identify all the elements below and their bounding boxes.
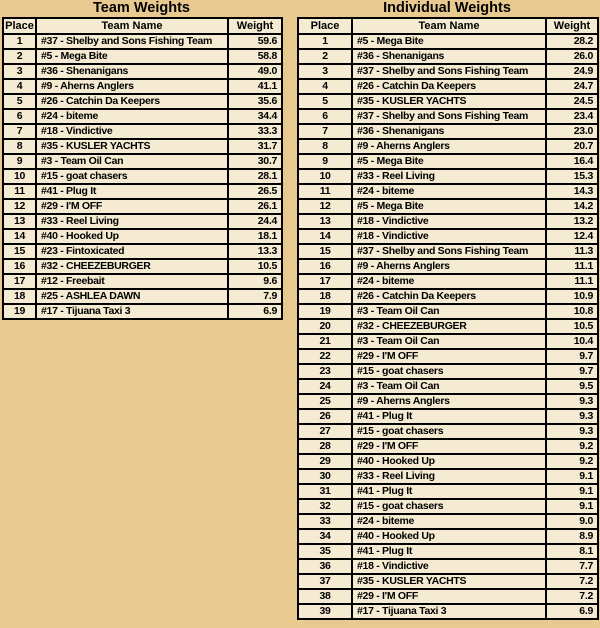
- weight-cell: 7.7: [546, 559, 598, 574]
- column-header-weight: Weight: [228, 18, 282, 34]
- weight-cell: 15.3: [546, 169, 598, 184]
- team-name-cell: #29 - I'M OFF: [36, 199, 228, 214]
- weight-cell: 14.3: [546, 184, 598, 199]
- team-name-cell: #37 - Shelby and Sons Fishing Team: [352, 64, 546, 79]
- place-cell: 37: [298, 574, 352, 589]
- table-row: [3, 229, 282, 244]
- table-row: [3, 274, 282, 289]
- table-row: [3, 139, 282, 154]
- place-cell: 5: [3, 94, 36, 109]
- team-name-cell: #35 - KUSLER YACHTS: [352, 94, 546, 109]
- place-cell: 16: [298, 259, 352, 274]
- table-row: [3, 94, 282, 109]
- place-cell: 9: [3, 154, 36, 169]
- place-cell: 32: [298, 499, 352, 514]
- place-cell: 5: [298, 94, 352, 109]
- table-row: [3, 184, 282, 199]
- header-row: [298, 18, 598, 34]
- team-name-cell: #5 - Mega Bite: [352, 154, 546, 169]
- table-row: [298, 349, 598, 364]
- weight-cell: 41.1: [228, 79, 282, 94]
- team-name-cell: #3 - Team Oil Can: [352, 304, 546, 319]
- table-row: [298, 514, 598, 529]
- team-name-cell: #40 - Hooked Up: [352, 454, 546, 469]
- table-row: [3, 49, 282, 64]
- table-row: [3, 199, 282, 214]
- table-row: [298, 394, 598, 409]
- column-header-place: Place: [3, 18, 36, 34]
- place-cell: 12: [3, 199, 36, 214]
- table-row: [3, 34, 282, 49]
- weight-cell: 8.9: [546, 529, 598, 544]
- table-row: [298, 49, 598, 64]
- table-row: [298, 229, 598, 244]
- weight-cell: 23.0: [546, 124, 598, 139]
- team-name-cell: #32 - CHEEZEBURGER: [352, 319, 546, 334]
- place-cell: 13: [3, 214, 36, 229]
- column-header-weight: Weight: [546, 18, 598, 34]
- table-row: [298, 574, 598, 589]
- table-row: [298, 364, 598, 379]
- place-cell: 17: [3, 274, 36, 289]
- table-row: [298, 124, 598, 139]
- team-name-cell: #3 - Team Oil Can: [36, 154, 228, 169]
- place-cell: 34: [298, 529, 352, 544]
- table-row: [3, 79, 282, 94]
- weight-cell: 14.2: [546, 199, 598, 214]
- weight-cell: 9.2: [546, 439, 598, 454]
- place-cell: 4: [3, 79, 36, 94]
- team-weights-table: [2, 17, 283, 320]
- place-cell: 11: [3, 184, 36, 199]
- place-cell: 33: [298, 514, 352, 529]
- team-name-cell: #37 - Shelby and Sons Fishing Team: [352, 109, 546, 124]
- weight-cell: 11.1: [546, 259, 598, 274]
- place-cell: 16: [3, 259, 36, 274]
- table-row: [298, 199, 598, 214]
- weight-cell: 7.9: [228, 289, 282, 304]
- weight-cell: 9.2: [546, 454, 598, 469]
- table-row: [3, 109, 282, 124]
- table-row: [3, 64, 282, 79]
- weight-cell: 49.0: [228, 64, 282, 79]
- weight-cell: 26.5: [228, 184, 282, 199]
- weight-cell: 10.5: [546, 319, 598, 334]
- weight-cell: 6.9: [546, 604, 598, 619]
- weight-cell: 9.3: [546, 424, 598, 439]
- weight-cell: 9.3: [546, 409, 598, 424]
- place-cell: 24: [298, 379, 352, 394]
- place-cell: 26: [298, 409, 352, 424]
- weight-cell: 28.1: [228, 169, 282, 184]
- team-name-cell: #32 - CHEEZEBURGER: [36, 259, 228, 274]
- place-cell: 3: [3, 64, 36, 79]
- place-cell: 18: [298, 289, 352, 304]
- table-row: [298, 109, 598, 124]
- place-cell: 6: [298, 109, 352, 124]
- place-cell: 21: [298, 334, 352, 349]
- weight-cell: 24.4: [228, 214, 282, 229]
- weight-cell: 7.2: [546, 574, 598, 589]
- table-row: [298, 274, 598, 289]
- team-name-cell: #18 - Vindictive: [36, 124, 228, 139]
- weight-cell: 13.2: [546, 214, 598, 229]
- team-name-cell: #17 - Tijuana Taxi 3: [352, 604, 546, 619]
- place-cell: 38: [298, 589, 352, 604]
- place-cell: 18: [3, 289, 36, 304]
- table-row: [3, 154, 282, 169]
- weight-cell: 23.4: [546, 109, 598, 124]
- table-row: [298, 454, 598, 469]
- table-row: [298, 64, 598, 79]
- team-name-cell: #37 - Shelby and Sons Fishing Team: [352, 244, 546, 259]
- place-cell: 22: [298, 349, 352, 364]
- place-cell: 7: [298, 124, 352, 139]
- table-row: [3, 124, 282, 139]
- place-cell: 1: [3, 34, 36, 49]
- table-row: [298, 169, 598, 184]
- team-name-cell: #29 - I'M OFF: [352, 349, 546, 364]
- team-name-cell: #18 - Vindictive: [352, 214, 546, 229]
- team-name-cell: #3 - Team Oil Can: [352, 334, 546, 349]
- place-cell: 15: [3, 244, 36, 259]
- table-row: [298, 559, 598, 574]
- weight-cell: 11.1: [546, 274, 598, 289]
- table-row: [298, 469, 598, 484]
- place-cell: 4: [298, 79, 352, 94]
- team-name-cell: #24 - biteme: [352, 184, 546, 199]
- team-name-cell: #5 - Mega Bite: [36, 49, 228, 64]
- weight-cell: 8.1: [546, 544, 598, 559]
- weight-cell: 9.7: [546, 349, 598, 364]
- weight-cell: 24.7: [546, 79, 598, 94]
- place-cell: 39: [298, 604, 352, 619]
- team-name-cell: #5 - Mega Bite: [352, 199, 546, 214]
- table-row: [298, 409, 598, 424]
- team-name-cell: #35 - KUSLER YACHTS: [36, 139, 228, 154]
- team-name-cell: #18 - Vindictive: [352, 229, 546, 244]
- team-name-cell: #15 - goat chasers: [352, 499, 546, 514]
- team-name-cell: #9 - Aherns Anglers: [352, 259, 546, 274]
- individual-weights-title: Individual Weights: [383, 0, 511, 16]
- place-cell: 8: [298, 139, 352, 154]
- team-name-cell: #24 - biteme: [352, 514, 546, 529]
- weight-cell: 9.1: [546, 469, 598, 484]
- weight-cell: 10.5: [228, 259, 282, 274]
- place-cell: 31: [298, 484, 352, 499]
- table-row: [298, 289, 598, 304]
- weight-cell: 10.4: [546, 334, 598, 349]
- team-name-cell: #37 - Shelby and Sons Fishing Team: [36, 34, 228, 49]
- table-row: [298, 484, 598, 499]
- team-name-cell: #3 - Team Oil Can: [352, 379, 546, 394]
- team-name-cell: #12 - Freebait: [36, 274, 228, 289]
- place-cell: 20: [298, 319, 352, 334]
- team-name-cell: #9 - Aherns Anglers: [352, 139, 546, 154]
- weight-cell: 26.0: [546, 49, 598, 64]
- place-cell: 7: [3, 124, 36, 139]
- column-header-team-name: Team Name: [352, 18, 546, 34]
- team-weights-title: Team Weights: [93, 0, 190, 16]
- table-row: [298, 589, 598, 604]
- team-name-cell: #40 - Hooked Up: [36, 229, 228, 244]
- team-name-cell: #15 - goat chasers: [352, 424, 546, 439]
- weight-cell: 31.7: [228, 139, 282, 154]
- weight-cell: 20.7: [546, 139, 598, 154]
- table-row: [298, 379, 598, 394]
- place-cell: 8: [3, 139, 36, 154]
- table-row: [3, 259, 282, 274]
- table-row: [298, 304, 598, 319]
- team-name-cell: #25 - ASHLEA DAWN: [36, 289, 228, 304]
- weight-cell: 26.1: [228, 199, 282, 214]
- individual-weights-section: [297, 0, 597, 620]
- table-row: [3, 214, 282, 229]
- table-row: [298, 214, 598, 229]
- team-name-cell: #33 - Reel Living: [352, 469, 546, 484]
- weight-cell: 9.7: [546, 364, 598, 379]
- table-row: [298, 139, 598, 154]
- place-cell: 10: [298, 169, 352, 184]
- weight-cell: 28.2: [546, 34, 598, 49]
- weight-cell: 24.9: [546, 64, 598, 79]
- weight-cell: 9.0: [546, 514, 598, 529]
- table-row: [298, 424, 598, 439]
- team-name-cell: #41 - Plug It: [352, 409, 546, 424]
- table-row: [3, 169, 282, 184]
- individual-weights-table: [297, 17, 599, 620]
- weight-cell: 9.1: [546, 484, 598, 499]
- place-cell: 3: [298, 64, 352, 79]
- weight-cell: 18.1: [228, 229, 282, 244]
- weight-cell: 33.3: [228, 124, 282, 139]
- place-cell: 36: [298, 559, 352, 574]
- team-name-cell: #26 - Catchin Da Keepers: [352, 79, 546, 94]
- weight-cell: 9.5: [546, 379, 598, 394]
- team-name-cell: #18 - Vindictive: [352, 559, 546, 574]
- team-name-cell: #23 - Fintoxicated: [36, 244, 228, 259]
- place-cell: 15: [298, 244, 352, 259]
- team-name-cell: #26 - Catchin Da Keepers: [36, 94, 228, 109]
- weight-cell: 9.3: [546, 394, 598, 409]
- weight-cell: 24.5: [546, 94, 598, 109]
- place-cell: 29: [298, 454, 352, 469]
- table-row: [298, 499, 598, 514]
- table-row: [298, 244, 598, 259]
- team-name-cell: #40 - Hooked Up: [352, 529, 546, 544]
- weight-cell: 9.1: [546, 499, 598, 514]
- place-cell: 17: [298, 274, 352, 289]
- team-weights-section: [2, 0, 281, 320]
- table-row: [298, 604, 598, 619]
- table-row: [298, 334, 598, 349]
- weight-cell: 6.9: [228, 304, 282, 319]
- weight-cell: 30.7: [228, 154, 282, 169]
- team-name-cell: #29 - I'M OFF: [352, 589, 546, 604]
- place-cell: 35: [298, 544, 352, 559]
- place-cell: 28: [298, 439, 352, 454]
- team-name-cell: #24 - biteme: [36, 109, 228, 124]
- team-name-cell: #15 - goat chasers: [36, 169, 228, 184]
- team-name-cell: #35 - KUSLER YACHTS: [352, 574, 546, 589]
- place-cell: 19: [3, 304, 36, 319]
- place-cell: 12: [298, 199, 352, 214]
- table-row: [298, 79, 598, 94]
- team-name-cell: #9 - Aherns Anglers: [352, 394, 546, 409]
- team-name-cell: #24 - biteme: [352, 274, 546, 289]
- team-name-cell: #33 - Reel Living: [352, 169, 546, 184]
- team-name-cell: #41 - Plug It: [352, 484, 546, 499]
- weight-cell: 10.9: [546, 289, 598, 304]
- header-row: [3, 18, 282, 34]
- place-cell: 6: [3, 109, 36, 124]
- place-cell: 27: [298, 424, 352, 439]
- place-cell: 1: [298, 34, 352, 49]
- weight-cell: 9.6: [228, 274, 282, 289]
- place-cell: 14: [3, 229, 36, 244]
- place-cell: 10: [3, 169, 36, 184]
- weight-cell: 12.4: [546, 229, 598, 244]
- weight-cell: 10.8: [546, 304, 598, 319]
- table-row: [298, 544, 598, 559]
- weight-cell: 34.4: [228, 109, 282, 124]
- table-row: [298, 184, 598, 199]
- place-cell: 25: [298, 394, 352, 409]
- table-row: [298, 34, 598, 49]
- team-name-cell: #41 - Plug It: [352, 544, 546, 559]
- team-name-cell: #36 - Shenanigans: [36, 64, 228, 79]
- place-cell: 19: [298, 304, 352, 319]
- weight-cell: 11.3: [546, 244, 598, 259]
- table-row: [298, 259, 598, 274]
- team-name-cell: #41 - Plug It: [36, 184, 228, 199]
- team-name-cell: #5 - Mega Bite: [352, 34, 546, 49]
- table-row: [298, 319, 598, 334]
- weight-cell: 13.3: [228, 244, 282, 259]
- place-cell: 30: [298, 469, 352, 484]
- place-cell: 13: [298, 214, 352, 229]
- table-row: [298, 529, 598, 544]
- table-row: [3, 304, 282, 319]
- team-name-cell: #15 - goat chasers: [352, 364, 546, 379]
- table-row: [298, 439, 598, 454]
- place-cell: 9: [298, 154, 352, 169]
- team-name-cell: #36 - Shenanigans: [352, 49, 546, 64]
- team-name-cell: #9 - Aherns Anglers: [36, 79, 228, 94]
- place-cell: 2: [3, 49, 36, 64]
- weight-cell: 35.6: [228, 94, 282, 109]
- weight-cell: 16.4: [546, 154, 598, 169]
- team-name-cell: #33 - Reel Living: [36, 214, 228, 229]
- column-header-team-name: Team Name: [36, 18, 228, 34]
- place-cell: 23: [298, 364, 352, 379]
- weight-cell: 7.2: [546, 589, 598, 604]
- team-name-cell: #26 - Catchin Da Keepers: [352, 289, 546, 304]
- weight-cell: 58.8: [228, 49, 282, 64]
- place-cell: 11: [298, 184, 352, 199]
- team-name-cell: #17 - Tijuana Taxi 3: [36, 304, 228, 319]
- table-row: [298, 94, 598, 109]
- column-header-place: Place: [298, 18, 352, 34]
- place-cell: 2: [298, 49, 352, 64]
- table-row: [3, 289, 282, 304]
- table-row: [3, 244, 282, 259]
- team-name-cell: #36 - Shenanigans: [352, 124, 546, 139]
- table-row: [298, 154, 598, 169]
- team-name-cell: #29 - I'M OFF: [352, 439, 546, 454]
- weight-cell: 59.6: [228, 34, 282, 49]
- place-cell: 14: [298, 229, 352, 244]
